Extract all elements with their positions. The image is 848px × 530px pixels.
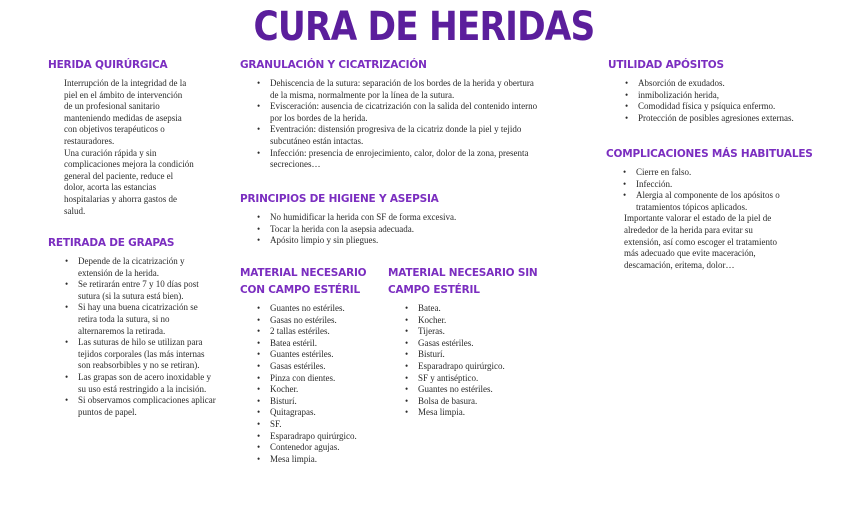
list-item: • Quitagrapas. (270, 407, 390, 419)
list-item: • Pinza con dientes. (270, 373, 390, 385)
list-item: • Se retirarán entre 7 y 10 días post sutura (si la sutura está bien). (78, 279, 248, 302)
list-item: • Mesa limpia. (270, 454, 390, 466)
herida-line: dolor, acorta las estancias (64, 182, 157, 193)
list-item: • Gasas no estériles. (270, 315, 390, 327)
list-item: • SF y antiséptico. (418, 373, 558, 385)
list-item: • Bolsa de basura. (418, 396, 558, 408)
list-item: • Si hay una buena cicatrización se retira toda la sutura, si no alternaremos la retirada. (78, 302, 248, 337)
list-item: • Infección. (636, 179, 841, 191)
section-principios (240, 192, 580, 247)
material-sin-list (388, 303, 558, 419)
page-title: CURA DE HERIDAS (253, 4, 595, 50)
list-item: • Guantes no estériles. (418, 384, 558, 396)
list-item: • Esparadrapo quirúrgico. (418, 361, 558, 373)
list-item: • Tocar la herida con la asepsia adecuada. (270, 224, 580, 236)
list-item: • No humidificar la herida con SF de forma excesiva. (270, 212, 580, 224)
section-material-sin-campo (388, 265, 558, 419)
material-con-list (240, 303, 390, 465)
herida-line: con objetivos terapéuticos o (64, 124, 165, 135)
retirada-list (48, 256, 248, 418)
list-item: • Comodidad física y psíquica enfermo. (638, 101, 843, 113)
herida-line: salud. (64, 205, 86, 216)
list-item: • Protección de posibles agresiones externas. (638, 113, 843, 125)
section-granulacion (240, 58, 610, 171)
list-item: • Depende de la cicatrización y extensión de la herida. (78, 256, 248, 279)
herida-line: restauradores. (64, 135, 115, 146)
list-item: • Gasas estériles. (418, 338, 558, 350)
list-item: • Esparadrapo quirúrgico. (270, 431, 390, 443)
section-utilidad-apositos (608, 58, 843, 124)
list-item: • SF. (270, 419, 390, 431)
granulacion-list (240, 78, 610, 171)
list-item: • Alergia al componente de los apósitos o tratamientos tópicos aplicados. (636, 190, 841, 213)
list-item: • Bisturí. (270, 396, 390, 408)
list-item: • Si observamos complicaciones aplicar puntos de papel. (78, 395, 248, 418)
list-item: • Mesa limpia. (418, 407, 558, 419)
herida-line: piel en el ámbito de intervención (64, 89, 183, 100)
list-item: • Tijeras. (418, 326, 558, 338)
principios-heading: PRINCIPIOS DE HIGIENE Y ASEPSIA (240, 193, 439, 205)
complicaciones-heading: COMPLICACIONES MÁS HABITUALES (606, 148, 813, 160)
list-item: • Contenedor agujas. (270, 442, 390, 454)
granulacion-heading: GRANULACIÓN Y CICATRIZACIÓN (240, 59, 427, 71)
list-item: • Las grapas son de acero inoxidable y su uso está restringido a la incisión. (78, 372, 248, 395)
list-item: • Las suturas de hilo se utilizan para tejidos corporales (las más internas son reabsorbibles y no se retiran). (78, 337, 248, 372)
list-item: • Batea. (418, 303, 558, 315)
section-herida-quirurgica (48, 58, 228, 217)
list-item: • Infección: presencia de enrojecimiento, calor, dolor de la zona, presenta secreciones… (270, 148, 610, 171)
list-item: • Kocher. (270, 384, 390, 396)
retirada-heading: RETIRADA DE GRAPAS (48, 237, 175, 249)
list-item: • Kocher. (418, 315, 558, 327)
list-item: • Gasas estériles. (270, 361, 390, 373)
herida-line: Una curación rápida y sin (64, 147, 157, 158)
list-item: • Guantes no estériles. (270, 303, 390, 315)
list-item: • Guantes estériles. (270, 349, 390, 361)
herida-line: complicaciones mejora la condición (64, 159, 194, 170)
list-item: • Absorción de exudados. (638, 78, 843, 90)
herida-line: manteniendo medidas de asepsia (64, 112, 182, 123)
list-item: • Cierre en falso. (636, 167, 841, 179)
list-item: • Bisturí. (418, 349, 558, 361)
material-sin-heading: MATERIAL NECESARIO SIN CAMPO ESTÉRIL (388, 267, 538, 296)
complicaciones-list (606, 167, 841, 213)
list-item: • inmibolización herida, (638, 90, 843, 102)
list-item: • Evisceración: ausencia de cicatrización con la salida del contenido interno por los bordes de la herida. (270, 101, 610, 124)
herida-line: Interrupción de la integridad de la (64, 78, 187, 88)
section-retirada-grapas (48, 236, 248, 418)
section-complicaciones (606, 147, 841, 271)
list-item: • Batea estéril. (270, 338, 390, 350)
herida-heading: HERIDA QUIRÚRGICA (48, 59, 168, 71)
list-item: • Eventración: distensión progresiva de la cicatriz donde la piel y tejido subcutáneo están intactas. (270, 124, 610, 147)
list-item: • 2 tallas estériles. (270, 326, 390, 338)
principios-list (240, 212, 580, 247)
herida-line: hospitalarias y ahorra gastos de (64, 193, 177, 204)
list-item: • Dehiscencia de la sutura: separación de los bordes de la herida y obertura de la misma, normalmente por la línea de la sutura. (270, 78, 610, 101)
material-con-heading: MATERIAL NECESARIO CON CAMPO ESTÉRIL (240, 267, 367, 296)
herida-line: general del paciente, reduce el (64, 170, 174, 181)
utilidad-list (608, 78, 843, 124)
utilidad-heading: UTILIDAD APÓSITOS (608, 59, 724, 71)
section-material-con-campo (240, 265, 390, 465)
complicaciones-note: Importante valorar el estado de la piel de alrededor de la herida para evitar su extensión, así como escoger el tratamiento más adecuado que evite maceración, descamación, eritema, dolor… (624, 213, 777, 270)
list-item: • Apósito limpio y sin pliegues. (270, 235, 580, 247)
herida-line: de un profesional sanitario (64, 101, 160, 112)
